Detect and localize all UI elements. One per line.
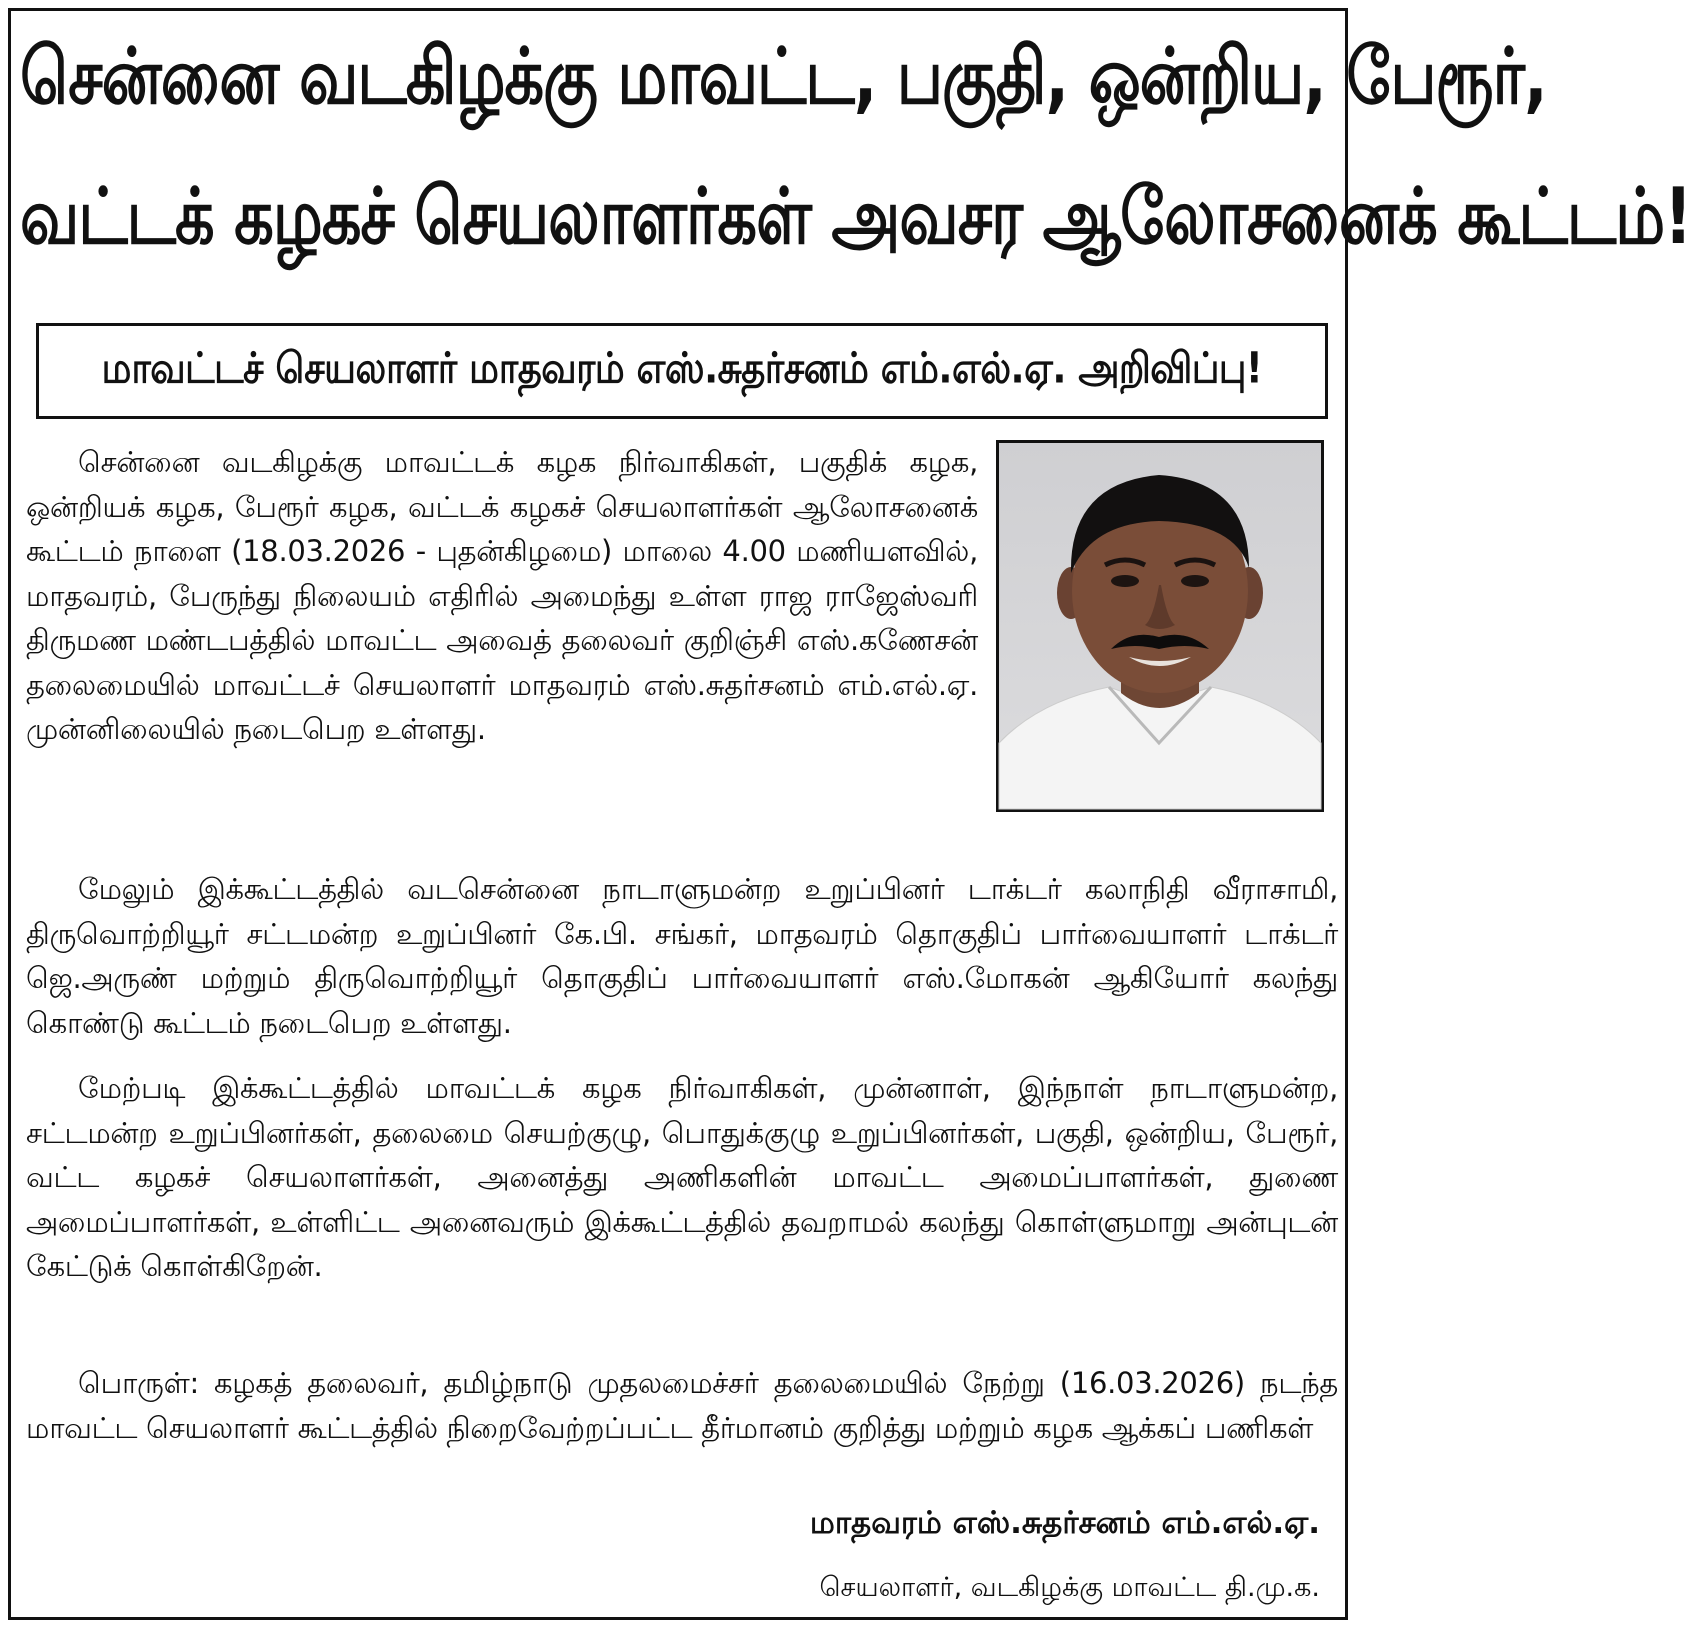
subheadline-box xyxy=(36,323,1328,419)
subheadline: மாவட்டச் செயலாளர் மாதவரம் எஸ்.சுதர்சனம் எம்.எல்.ஏ. அறிவிப்பு! xyxy=(101,343,1263,393)
body-paragraph-3: மேற்படி இக்கூட்டத்தில் மாவட்டக் கழக நிர்வாகிகள், முன்னாள், இந்நாள் நாடாளுமன்ற, சட்டமன்ற உறுப்பினர்கள், தலைமை செயற்குழு, பொதுக்குழு உறுப்பினர்கள், பகுதி, ஒன்றிய, பேரூர், வட்ட கழகச் செயலாளர்கள், அனைத்து அணிகளின் மாவட்ட அமைப்பாளர்கள், துணை அமைப்பாளர்கள், உள்ளிட்ட அனைவரும் இக்கூட்டத்தில் தவறாமல் கலந்து கொள்ளுமாறு அன்புடன் கேட்டுக் கொள்கிறேன். xyxy=(26,1071,1338,1283)
body-paragraph-2: மேலும் இக்கூட்டத்தில் வடசென்னை நாடாளுமன்ற உறுப்பினர் டாக்டர் கலாநிதி வீராசாமி, திருவொற்றியூர் சட்டமன்ற உறுப்பினர் கே.பி. சங்கர், மாதவரம் தொகுதிப் பார்வையாளர் டாக்டர் ஜெ.அருண் மற்றும் திருவொற்றியூர் தொகுதிப் பார்வையாளர் எஸ்.மோகன் ஆகியோர் கலந்து கொண்டு கூட்டம் நடைபெற உள்ளது. xyxy=(26,872,1338,1040)
headline-line-2: வட்டக் கழகச் செயலாளர்கள் அவசர ஆலோசனைக் கூட்டம்! xyxy=(20,170,1691,262)
body-paragraph-1: சென்னை வடகிழக்கு மாவட்டக் கழக நிர்வாகிகள், பகுதிக் கழக, ஒன்றியக் கழக, பேரூர் கழக, வட்டக் கழகச் செயலாளர்கள் ஆலோசனைக் கூட்டம் நாளை (18.03.2026 - புதன்கிழமை) மாலை 4.00 மணியளவில், மாதவரம், பேருந்து நிலையம் எதிரில் அமைந்து உள்ள ராஜ ராஜேஸ்வரி திருமண மண்டபத்தில் மாவட்ட அவைத் தலைவர் குறிஞ்சி எஸ்.கணேசன் தலைமையில் மாவட்டச் செயலாளர் மாதவரம் எஸ்.சுதர்சனம் எம்.எல்.ஏ. முன்னிலையில் நடைபெற உள்ளது. xyxy=(26,445,978,746)
portrait-illustration xyxy=(999,443,1321,809)
headline-line-1: சென்னை வடகிழக்கு மாவட்ட, பகுதி, ஒன்றிய, பேரூர், xyxy=(20,30,1547,122)
body-paragraph-4: பொருள்: கழகத் தலைவர், தமிழ்நாடு முதலமைச்சர் தலைமையில் நேற்று (16.03.2026) நடந்த மாவட்ட செயலாளர் கூட்டத்தில் நிறைவேற்றப்பட்ட தீர்மானம் குறித்து மற்றும் கழக ஆக்கப் பணிகள் xyxy=(26,1366,1338,1445)
portrait-photo xyxy=(996,440,1324,812)
signature-title: செயலாளர், வடகிழக்கு மாவட்ட தி.மு.க. xyxy=(819,1572,1320,1603)
signature-name: மாதவரம் எஸ்.சுதர்சனம் எம்.எல்.ஏ. xyxy=(809,1505,1320,1541)
